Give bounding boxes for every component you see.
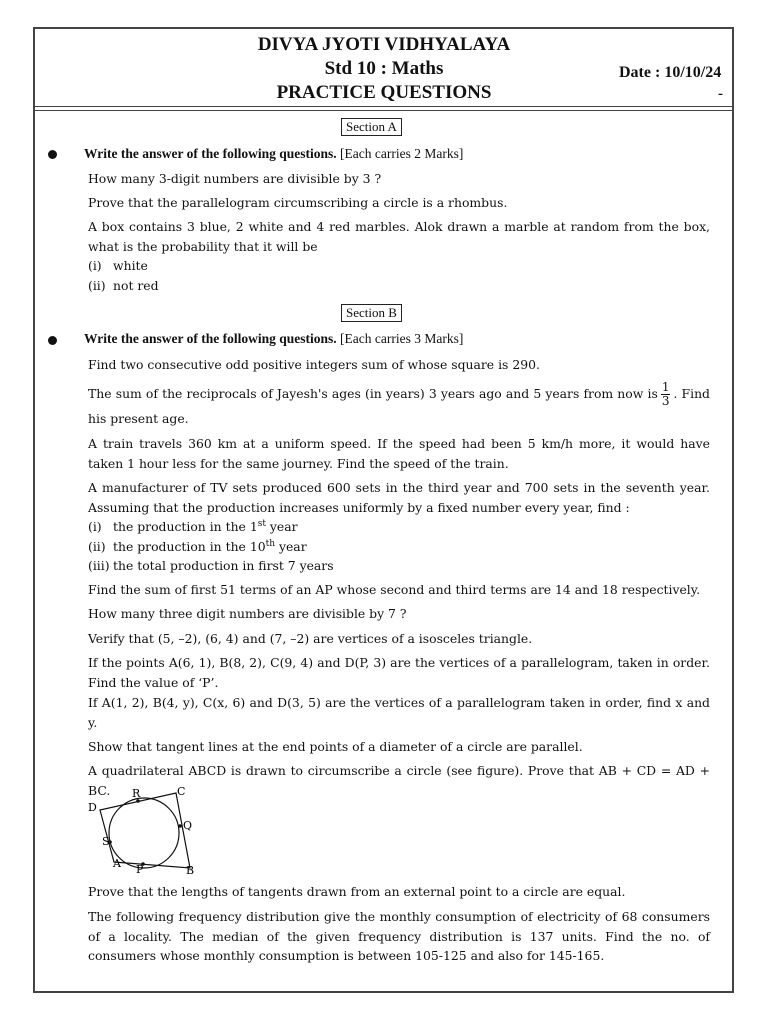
question-a1: How many 3-digit numbers are divisible by 3 ? xyxy=(88,171,382,186)
marks-text: [Each carries 3 Marks] xyxy=(340,331,464,346)
question-b9: If A(1, 2), B(4, y), C(x, 6) and D(3, 5) are the vertices of a parallelogram taken in order, find x and y. xyxy=(88,695,710,730)
part-text: the total production in first 7 years xyxy=(113,558,334,573)
fraction-one-third xyxy=(661,381,671,408)
question-b7: Verify that (5, –2), (6, 4) and (7, –2) are vertices of a isosceles triangle. xyxy=(88,631,533,646)
part-number: (ii) xyxy=(88,277,106,293)
part-text: the production in the 1 xyxy=(113,519,258,534)
question-b2-text: The sum of the reciprocals of Jayesh's ages (in years) 3 years ago and 5 years from now is xyxy=(88,386,658,401)
part-number: (ii) xyxy=(88,538,106,554)
part-text: not red xyxy=(113,277,159,293)
question-a3-part-ii xyxy=(88,276,710,296)
question-b4-part-iii xyxy=(88,556,710,576)
part-text: the production in the 10 xyxy=(113,538,266,554)
page-heading: PRACTICE QUESTIONS xyxy=(276,82,492,103)
question-b13: The following frequency distribution give the monthly consumption of electricity of 68 consumers of a locality. The median of the given frequency distribution is 137 units. Find the no. of consumers whose monthly consumption is between 105-125 and also for 145-165. xyxy=(88,909,710,963)
label-q: Q xyxy=(183,819,193,832)
header-rule-top xyxy=(35,106,732,107)
question-b3: A train travels 360 km at a uniform speed. If the speed had been 5 km/h more, it would have taken 1 hour less for the same journey. Find the speed of the train. xyxy=(88,436,710,471)
question-b1: Find two consecutive odd positive integers sum of whose square is 290. xyxy=(88,357,540,372)
part-text: white xyxy=(113,258,148,273)
section-a-instruction xyxy=(84,146,463,162)
instruction-text: Write the answer of the following questions. xyxy=(84,331,337,346)
part-number: (i) xyxy=(88,519,102,534)
subject-title: Std 10 : Maths xyxy=(324,58,444,79)
part-number: (iii) xyxy=(88,558,110,573)
question-b2 xyxy=(88,381,710,429)
instruction-text: Write the answer of the following questions. xyxy=(84,146,337,161)
question-b5: Find the sum of first 51 terms of an AP whose second and third terms are 14 and 18 respectively. xyxy=(88,582,701,597)
question-b10: Show that tangent lines at the end points of a diameter of a circle are parallel. xyxy=(88,739,583,754)
question-b12: Prove that the lengths of tangents drawn from an external point to a circle are equal. xyxy=(88,884,626,899)
marks-text: [Each carries 2 Marks] xyxy=(340,146,464,161)
bullet-section-b xyxy=(48,336,57,345)
ordinal-suffix: st xyxy=(257,518,266,529)
date-dash: - xyxy=(718,86,723,102)
question-a2: Prove that the parallelogram circumscribing a circle is a rhombus. xyxy=(88,195,508,210)
ordinal-suffix: th xyxy=(265,538,276,549)
fraction-denominator: 3 xyxy=(661,394,670,408)
label-d: D xyxy=(88,801,97,814)
part-number: (i) xyxy=(88,258,102,273)
bullet-section-a xyxy=(48,150,57,159)
section-b-label: Section B xyxy=(341,304,402,322)
question-b4 xyxy=(88,478,710,576)
label-r: R xyxy=(132,787,141,800)
question-b11: A quadrilateral ABCD is drawn to circumscribe a circle (see figure). Prove that AB + CD = AD + BC. xyxy=(88,763,710,798)
question-a3-text: A box contains 3 blue, 2 white and 4 red marbles. Alok drawn a marble at random from the box, what is the probability that it will be xyxy=(88,219,710,254)
part-text-tail: year xyxy=(265,519,298,534)
header-rule-bottom xyxy=(35,110,732,111)
label-s: S xyxy=(102,835,110,848)
school-name: DIVYA JYOTI VIDHYALAYA xyxy=(257,34,511,55)
section-a-label: Section A xyxy=(341,118,402,136)
circumscribed-quadrilateral-figure xyxy=(86,784,216,880)
question-b4-part-i xyxy=(88,517,710,537)
label-c: C xyxy=(177,785,186,798)
question-b6: How many three digit numbers are divisible by 7 ? xyxy=(88,606,407,621)
point-q xyxy=(178,824,182,828)
question-b8: If the points A(6, 1), B(8, 2), C(9, 4) and D(P, 3) are the vertices of a parallelogram, taken in order. Find the value of ‘P’. xyxy=(88,655,710,690)
part-text-tail: year xyxy=(275,538,307,554)
question-b4-text: A manufacturer of TV sets produced 600 sets in the third year and 700 sets in the seventh year. Assuming that the production increases uniformly by a fixed number every year, find : xyxy=(88,480,710,515)
exam-date: Date : 10/10/24 xyxy=(619,64,722,81)
section-b-instruction xyxy=(84,331,463,347)
question-b2-tail: . Find his present age. xyxy=(88,386,710,426)
question-a3 xyxy=(88,217,710,295)
question-b4-part-ii xyxy=(88,537,710,557)
label-b: B xyxy=(186,864,195,877)
question-a3-part-i xyxy=(88,256,710,276)
label-a: A xyxy=(113,857,121,870)
label-p: P xyxy=(136,863,144,876)
fraction-numerator: 1 xyxy=(661,380,670,394)
